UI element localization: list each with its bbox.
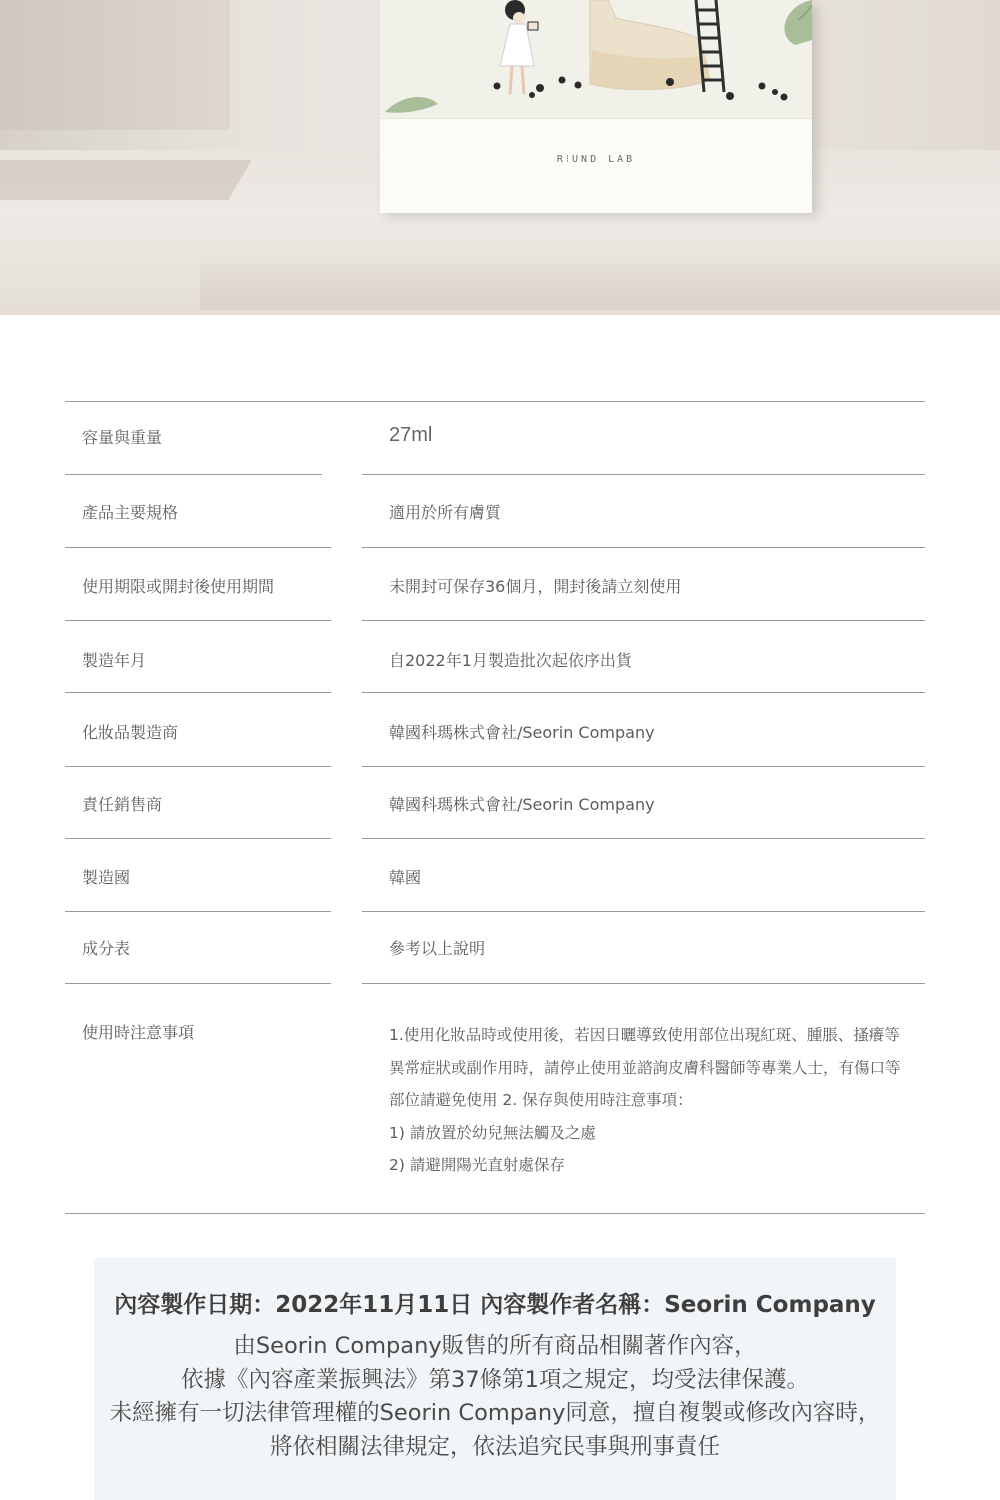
spec-label-cautions: 使用時注意事項 [82,1023,195,1042]
spec-value-distributor: 韓國科瑪株式會社/Seorin Company [389,795,655,814]
row-divider [65,838,331,839]
caution-line: 1) 請放置於幼兒無法觸及之處 [389,1123,596,1142]
row-divider [362,838,925,839]
spec-label-distributor: 責任銷售商 [82,795,163,814]
spec-value-capacity: 27ml [389,424,433,446]
row-divider [362,620,925,621]
spec-value-manufacturer: 韓國科瑪株式會社/Seorin Company [389,723,655,742]
row-divider [65,983,331,984]
spec-label-country: 製造國 [82,868,131,887]
notice-line: 將依相關法律規定，依法追究民事與刑事責任 [269,1433,720,1460]
row-divider [65,692,331,693]
row-divider [362,766,925,767]
caution-line: 1.使用化妝品時或使用後，若因日曬導致使用部位出現紅斑、腫脹、搔癢等 [389,1026,900,1044]
product-box [380,0,812,212]
box-brand-logo: R⁝UND LAB [556,154,636,165]
row-divider [362,474,925,475]
notice-title: 內容製作日期：2022年11月11日 內容製作者名稱：Seorin Company [114,1292,876,1318]
notice-line: 由Seorin Company販售的所有商品相關著作內容， [233,1333,757,1359]
caution-line: 異常症狀或副作用時，請停止使用並諮詢皮膚科醫師等專業人士，有傷口等 [389,1058,901,1077]
notice-body [94,1330,896,1464]
row-divider [65,911,331,912]
row-divider [362,692,925,693]
spec-label-manufacture-date: 製造年月 [82,651,147,670]
spec-value-ingredients: 參考以上說明 [389,939,486,958]
copyright-notice [94,1258,896,1500]
notice-line: 依據《內容產業振興法》第37條第1項之規定，均受法律保護。 [181,1366,809,1393]
row-divider [362,983,925,984]
spec-value-manufacture-date: 自2022年1月製造批次起依序出貨 [389,651,632,670]
box-illustration [380,0,812,118]
box-label-band [380,118,812,213]
spec-value-country: 韓國 [389,868,422,887]
caution-line: 部位請避免使用 2. 保存與使用時注意事項： [389,1091,693,1109]
notice-line: 未經擁有一切法律管理權的Seorin Company同意，擅自複製或修改內容時， [109,1400,881,1426]
spec-label-manufacturer: 化妝品製造商 [82,723,179,742]
row-divider [362,911,925,912]
table-shadow [0,160,252,200]
row-divider [65,547,331,548]
spec-label-capacity: 容量與重量 [82,428,163,447]
row-divider [65,766,331,767]
spec-label-main-spec: 產品主要規格 [82,503,179,522]
illustration-graphic [380,0,812,118]
spec-value-cautions [389,1019,934,1182]
product-photo [0,0,1000,315]
row-divider [65,620,331,621]
caution-line: 2) 請避開陽光直射處保存 [389,1156,565,1174]
spec-label-shelf-life: 使用期限或開封後使用期間 [82,577,275,596]
spec-value-shelf-life: 未開封可保存36個月，開封後請立刻使用 [389,577,682,596]
row-divider [65,474,322,475]
spec-label-ingredients: 成分表 [82,939,131,958]
table-top-rule [65,401,925,402]
row-divider [362,547,925,548]
table-bottom-rule [65,1213,925,1214]
wall-shade [0,0,230,130]
spec-value-main-spec: 適用於所有膚質 [389,503,502,522]
box-shadow-floor [200,250,1000,310]
